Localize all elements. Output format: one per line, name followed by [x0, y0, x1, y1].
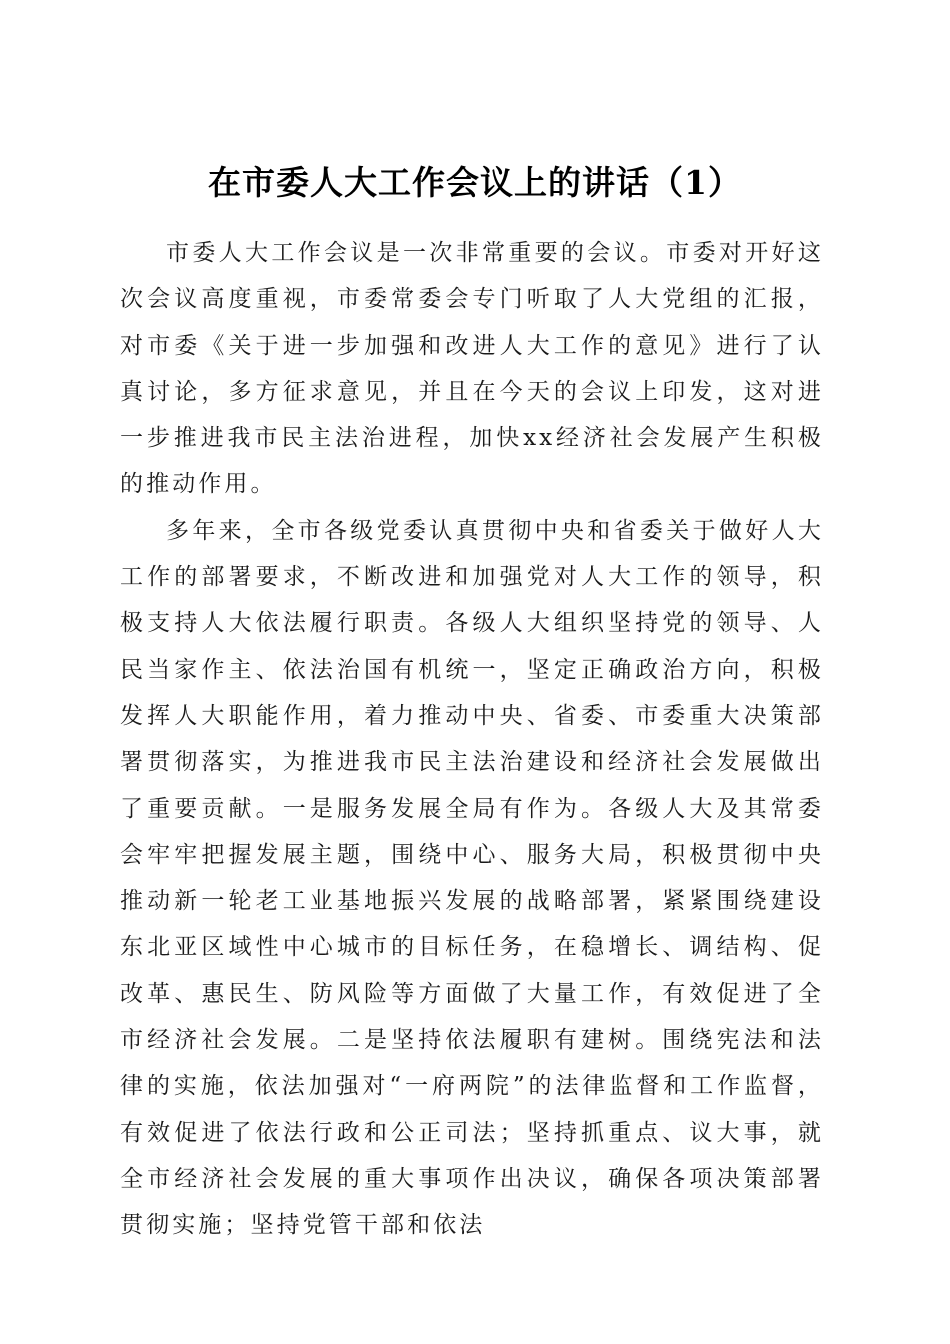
document-body	[120, 230, 824, 1249]
paragraph-2: 多年来，全市各级党委认真贯彻中央和省委关于做好人大工作的部署要求，不断改进和加强党对人大工作的领导，积极支持人大依法履行职责。各级人大组织坚持党的领导、人民当家作主、依法治国有机统一，坚定正确政治方向，积极发挥人大职能作用，着力推动中央、省委、市委重大决策部署贯彻落实，为推进我市民主法治建设和经济社会发展做出了重要贡献。一是服务发展全局有作为。各级人大及其常委会牢牢把握发展主题，围绕中心、服务大局，积极贯彻中央推动新一轮老工业基地振兴发展的战略部署，紧紧围绕建设东北亚区域性中心城市的目标任务，在稳增长、调结构、促改革、惠民生、防风险等方面做了大量工作，有效促进了全市经济社会发展。二是坚持依法履职有建树。围绕宪法和法律的实施，依法加强对“一府两院”的法律监督和工作监督，有效促进了依法行政和公正司法；坚持抓重点、议大事，就全市经济社会发展的重大事项作出决议，确保各项决策部署贯彻实施；坚持党管干部和依法	[120, 517, 824, 1239]
document-title: 在市委人大工作会议上的讲话（1）	[208, 163, 742, 203]
paragraph-1: 市委人大工作会议是一次非常重要的会议。市委对开好这次会议高度重视，市委常委会专门听取了人大党组的汇报，对市委《关于进一步加强和改进人大工作的意见》进行了认真讨论，多方征求意见，并且在今天的会议上印发，这对进一步推进我市民主法治进程，加快xx经济社会发展产生积极的推动作用。	[120, 240, 824, 498]
